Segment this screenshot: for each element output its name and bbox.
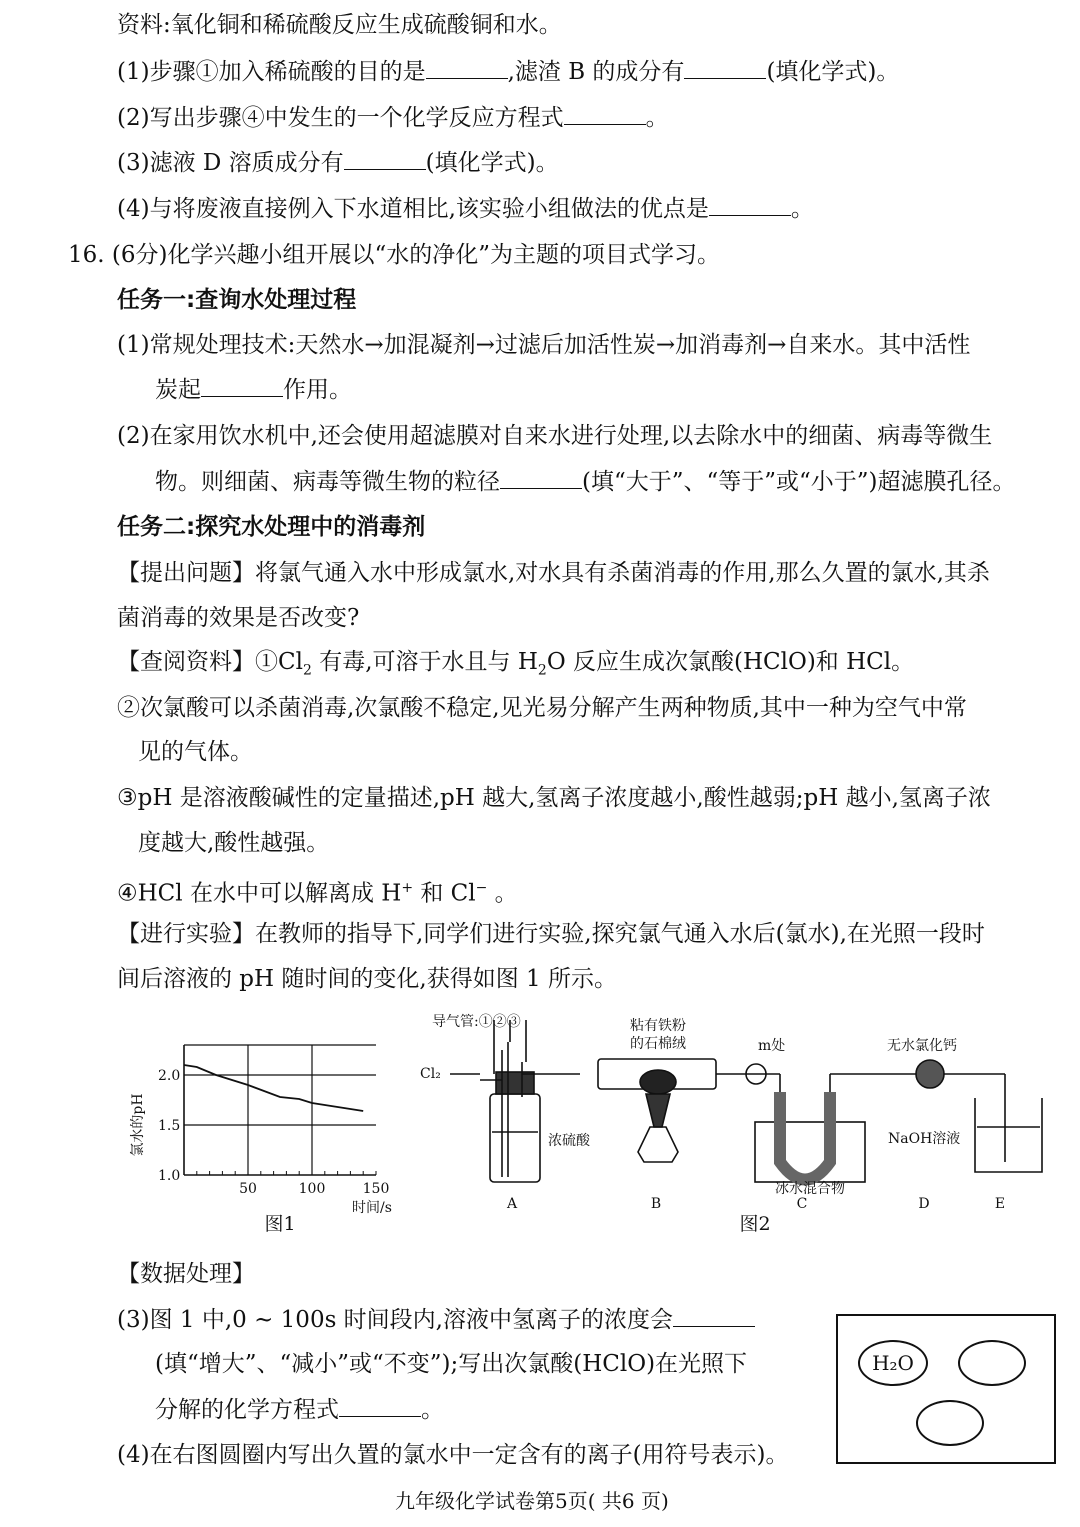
label-b: B (650, 1196, 662, 1212)
text: 【查阅资料】①Cl (117, 649, 303, 675)
text-line: (填“增大”、“减小”或“不变”);写出次氯酸(HClO)在光照下 (155, 1351, 748, 1377)
question-4 (117, 194, 814, 224)
text: 物。则细菌、病毒等微生物的粒径 (155, 469, 500, 495)
question-number: 16. (68, 242, 105, 268)
text-line: 【提出问题】将氯气通入水中形成氯水,对水具有杀菌消毒的作用,那么久置的氯水,其杀 (117, 560, 990, 586)
text-line: 【进行实验】在教师的指导下,同学们进行实验,探究氯气通入水后(氯水),在光照一段时 (117, 921, 985, 947)
text: 作用。 (283, 377, 352, 403)
apparatus-c-u-tube (755, 1074, 920, 1182)
x-tick: 150 (362, 1181, 390, 1197)
text-line (117, 1305, 755, 1335)
text: 有毒,可溶于水且与 H (311, 649, 538, 675)
x-axis-label: 时间/s (352, 1200, 392, 1216)
answer-blank[interactable] (344, 149, 426, 170)
y-tick: 1.0 (158, 1168, 181, 1184)
question-1 (117, 57, 899, 87)
superscript: − (475, 880, 488, 896)
iron-label: 粘有铁粉 (630, 1018, 686, 1034)
answer-blank[interactable] (709, 195, 791, 216)
iron-label: 的石棉绒 (630, 1036, 686, 1052)
text-line (117, 647, 914, 686)
text: 。 (421, 1397, 444, 1423)
text-line: 见的气体。 (138, 739, 253, 765)
text-line: ②次氯酸可以杀菌消毒,次氯酸不稳定,见光易分解产生两种物质,其中一种为空气中常 (117, 695, 967, 721)
figure-caption: 图2 (739, 1213, 771, 1235)
text: 。 (487, 880, 518, 907)
subscript: 2 (302, 662, 312, 679)
answer-blank[interactable] (339, 1396, 421, 1417)
text-line (155, 467, 1016, 497)
text-line: (1)常规处理技术:天然水→加混凝剂→过滤后加活性炭→加消毒剂→自来水。其中活性 (117, 332, 971, 358)
text: 。 (645, 105, 669, 131)
superscript: + (401, 880, 414, 896)
text-line (155, 1395, 444, 1425)
data-heading: 【数据处理】 (117, 1261, 255, 1287)
y-axis-label: 氯水的pH (130, 1093, 146, 1157)
task-1-heading: 任务一:查询水处理过程 (117, 287, 357, 313)
answer-circle[interactable] (916, 1400, 984, 1446)
x-tick: 100 (298, 1181, 326, 1197)
question-3 (117, 148, 559, 178)
h2so4-label: 浓硫酸 (548, 1133, 590, 1149)
figure-2-apparatus (410, 1012, 1080, 1237)
ion-answer-box (836, 1314, 1056, 1464)
apparatus-d-drying-tube (916, 1060, 944, 1088)
text: (1)步骤①加入稀硫酸的目的是 (117, 59, 426, 85)
text-line: (4)在右图圆圈内写出久置的氯水中一定含有的离子(用符号表示)。 (117, 1442, 789, 1468)
answer-blank[interactable] (564, 104, 646, 125)
label-c: C (796, 1196, 808, 1212)
task-2-heading: 任务二:探究水处理中的消毒剂 (117, 514, 426, 540)
m-label: m处 (758, 1038, 786, 1054)
label-a: A (506, 1196, 518, 1212)
label-d: D (918, 1196, 930, 1212)
cl2-label: Cl₂ (420, 1066, 441, 1082)
answer-blank[interactable] (673, 1306, 755, 1327)
text: 。 (790, 196, 814, 222)
text-line: 间后溶液的 pH 随时间的变化,获得如图 1 所示。 (117, 966, 617, 992)
ph-curve (184, 1065, 363, 1111)
text: (2)写出步骤④中发生的一个化学反应方程式 (117, 105, 564, 131)
text-line (155, 375, 352, 405)
answer-blank[interactable] (684, 58, 766, 79)
ice-label: 冰水混合物 (775, 1181, 845, 1197)
text: (3)图 1 中,0 ~ 100s 时间段内,溶液中氢离子的浓度会 (117, 1307, 673, 1333)
page-footer: 九年级化学试卷第5页( 共6 页) (395, 1489, 669, 1513)
text-line: 度越大,酸性越强。 (138, 830, 330, 856)
answer-blank[interactable] (426, 58, 508, 79)
apparatus-a-bottle (480, 1020, 580, 1182)
apparatus-e-beaker (975, 1098, 1042, 1172)
question-2 (117, 103, 669, 133)
apparatus-b-tube (598, 1059, 716, 1162)
text: (4)与将废液直接例入下水道相比,该实验小组做法的优点是 (117, 196, 709, 222)
cacl2-label: 无水氯化钙 (887, 1038, 957, 1054)
answer-blank[interactable] (500, 468, 582, 489)
text-line: (2)在家用饮水机中,还会使用超滤膜对自来水进行处理,以去除水中的细菌、病毒等微生 (117, 423, 993, 449)
question-16 (68, 240, 720, 270)
text: ④HCl 在水中可以解离成 H (117, 880, 402, 907)
text: (填化学式)。 (425, 150, 559, 176)
text: O 反应生成次氯酸(HClO)和 HCl。 (546, 649, 915, 675)
y-tick: 2.0 (158, 1068, 181, 1084)
text-line (117, 873, 518, 909)
text-line: 资料:氧化铜和稀硫酸反应生成硫酸铜和水。 (117, 12, 562, 38)
label-e: E (994, 1196, 1006, 1212)
text: (填“大于”、“等于”或“小于”)超滤膜孔径。 (582, 469, 1016, 495)
figure-caption: 图1 (264, 1213, 296, 1235)
text-line: 菌消毒的效果是否改变? (117, 605, 360, 631)
naoh-label: NaOH溶液 (888, 1131, 961, 1147)
y-tick: 1.5 (158, 1118, 181, 1134)
tubes-label: 导气管:①②③ (432, 1014, 521, 1030)
text: (3)滤液 D 溶质成分有 (117, 150, 344, 176)
answer-blank[interactable] (201, 376, 283, 397)
text-line: ③pH 是溶液酸碱性的定量描述,pH 越大,氢离子浓度越小,酸性越弱;pH 越小,氢离子浓 (117, 785, 991, 811)
h2o-circle: H₂O (858, 1340, 928, 1386)
text: 和 Cl (413, 880, 476, 907)
chart-grid (184, 1045, 376, 1175)
subscript: 2 (537, 662, 547, 679)
text: 炭起 (155, 377, 201, 403)
text: (填化学式)。 (766, 59, 900, 85)
x-tick: 50 (239, 1181, 257, 1197)
text: 分解的化学方程式 (155, 1397, 339, 1423)
text: (6分)化学兴趣小组开展以“水的净化”为主题的项目式学习。 (111, 242, 720, 268)
figure-1-ph-chart (120, 1030, 410, 1240)
text: ,滤渣 B 的成分有 (507, 59, 685, 85)
answer-circle[interactable] (958, 1340, 1026, 1386)
